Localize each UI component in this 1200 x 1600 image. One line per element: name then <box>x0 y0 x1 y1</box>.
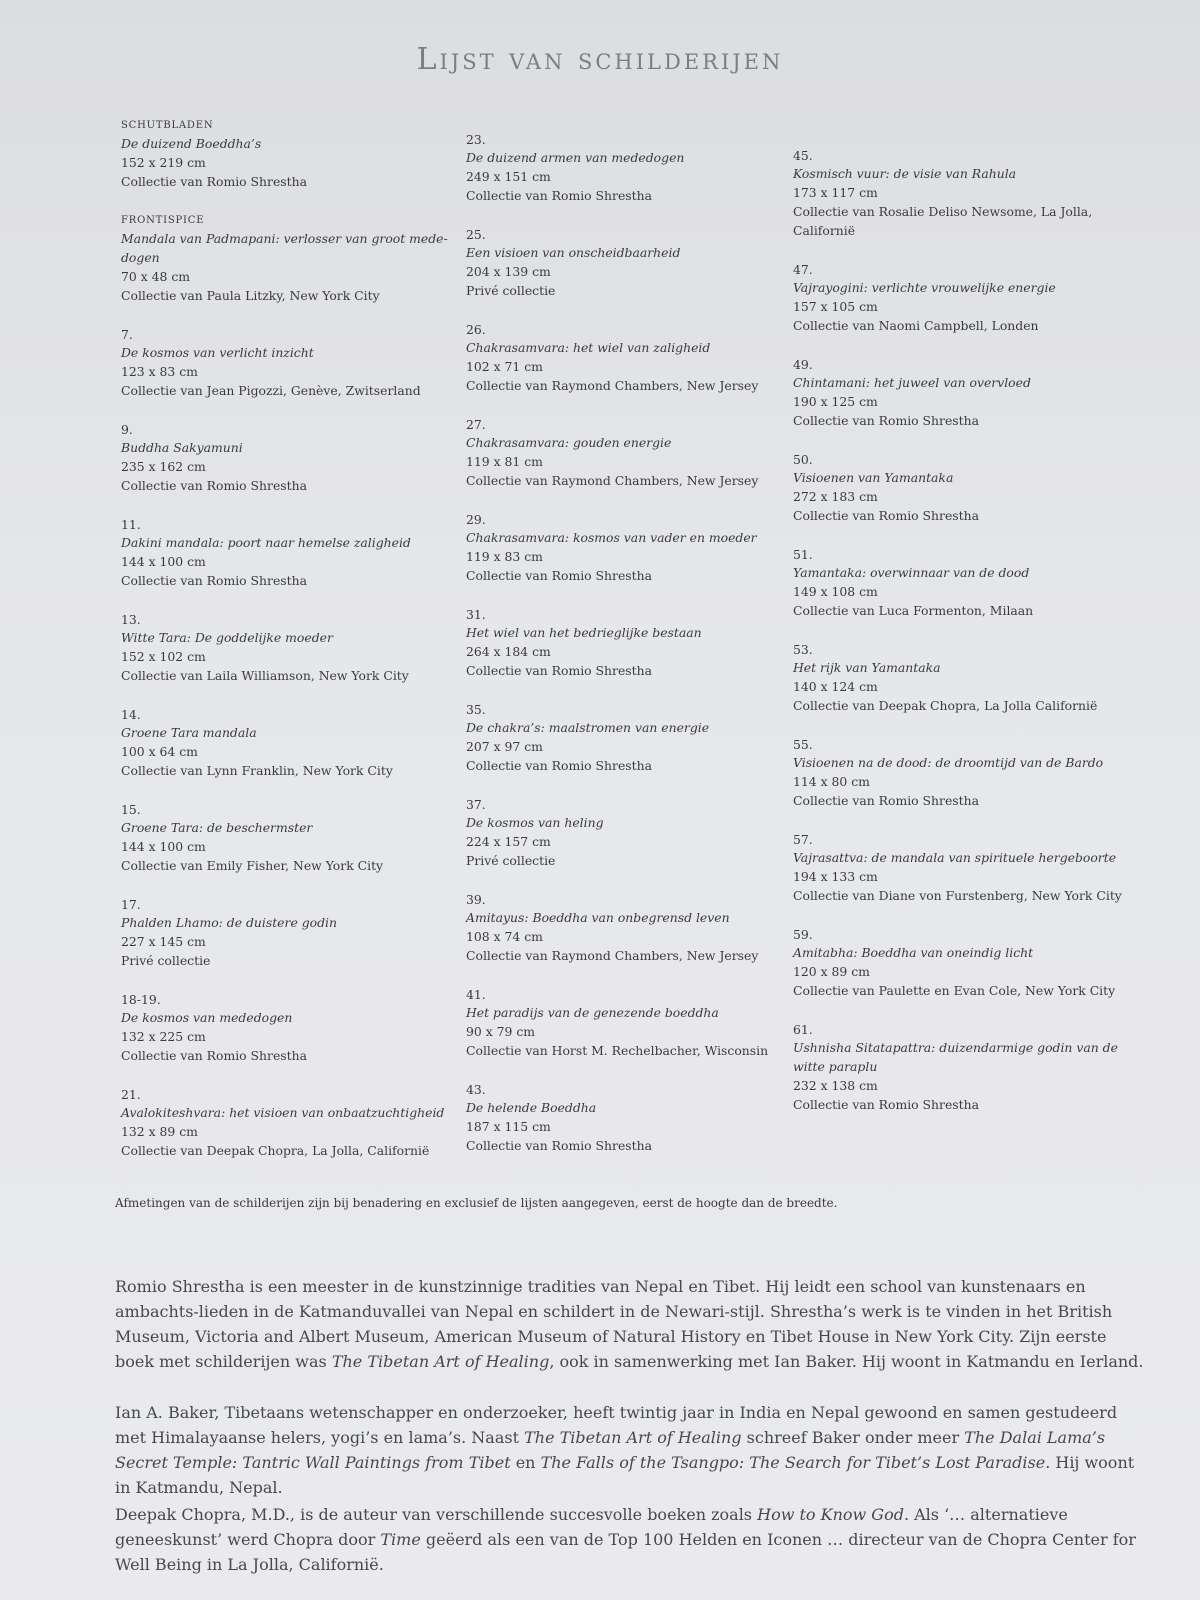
bio-text: Deepak Chopra, M.D., is de auteur van verschillende succesvolle boeken zoals <box>115 1505 758 1524</box>
painting-entry <box>793 737 1123 810</box>
bio-deepak-chopra <box>115 1502 1145 1577</box>
entry-dimensions: 204 x 139 cm <box>466 264 551 279</box>
entry-dimensions: 119 x 83 cm <box>466 549 543 564</box>
entry-collection: Collectie van Romio Shrestha <box>466 188 652 203</box>
entry-collection: Collectie van Naomi Campbell, Londen <box>793 318 1039 333</box>
entry-page-number: 21. <box>121 1087 141 1102</box>
entry-title: Het rijk van Yamantaka <box>793 660 941 675</box>
painting-entry <box>466 607 796 680</box>
entry-dimensions: 187 x 115 cm <box>466 1119 551 1134</box>
entry-dimensions: 132 x 89 cm <box>121 1124 198 1139</box>
bio-text: , ook in samenwerking met Ian Baker. Hij woont in Katmandu en Ierland. <box>549 1352 1144 1371</box>
bio-romio-shrestha <box>115 1274 1145 1374</box>
entry-collection: Collectie van Romio Shrestha <box>793 1097 979 1112</box>
entry-title: Phalden Lhamo: de duistere godin <box>121 915 337 930</box>
entry-page-number: 49. <box>793 357 813 372</box>
entry-dimensions: 224 x 157 cm <box>466 834 551 849</box>
entry-page-number: 53. <box>793 642 813 657</box>
entry-title: Vajrasattva: de mandala van spirituele hergeboorte <box>793 850 1117 865</box>
painting-entry <box>121 707 451 780</box>
painting-entry <box>466 132 796 205</box>
entry-title: De kosmos van mededogen <box>121 1010 293 1025</box>
entry-dimensions: 235 x 162 cm <box>121 459 206 474</box>
entry-collection: Collectie van Raymond Chambers, New Jersey <box>466 473 759 488</box>
entry-page-number: 29. <box>466 512 486 527</box>
painting-entry <box>121 897 451 970</box>
entry-dimensions: 123 x 83 cm <box>121 364 198 379</box>
entry-title: Amitayus: Boeddha van onbegrensd leven <box>466 910 730 925</box>
book-title: The Tibetan Art of Healing <box>331 1352 550 1371</box>
entry-page-number: 17. <box>121 897 141 912</box>
entry-title: Kosmisch vuur: de visie van Rahula <box>793 166 1017 181</box>
dimensions-note: Afmetingen van de schilderijen zijn bij benadering en exclusief de lijsten aangegeven, eerst de hoogte dan de breedte. <box>115 1196 838 1210</box>
entry-dimensions: 100 x 64 cm <box>121 744 198 759</box>
painting-entry <box>793 262 1123 335</box>
painting-entry <box>121 802 451 875</box>
bio-text: . Als ‘… alternatieve geneeskunst’ werd Chopra door <box>115 1505 1068 1549</box>
entry-page-number: 50. <box>793 452 813 467</box>
entry-dimensions: 264 x 184 cm <box>466 644 551 659</box>
entry-title: Groene Tara: de beschermster <box>121 820 313 835</box>
list-column-3 <box>793 148 1123 1136</box>
entry-page-number: 27. <box>466 417 486 432</box>
entry-page-number: 11. <box>121 517 141 532</box>
entry-collection: Collectie van Paulette en Evan Cole, New York City <box>793 983 1116 998</box>
entry-title: Visioenen van Yamantaka <box>793 470 954 485</box>
book-title: The Dalai Lama’s Secret Temple: Tantric Wall Paintings from Tibet <box>115 1428 1106 1472</box>
entry-title: Witte Tara: De goddelijke moeder <box>121 630 333 645</box>
painting-entry <box>466 322 796 395</box>
painting-entry <box>793 148 1123 240</box>
painting-entry <box>793 1022 1123 1114</box>
entry-title: Dakini mandala: poort naar hemelse zaligheid <box>121 535 411 550</box>
entry-title: Visioenen na de dood: de droomtijd van de Bardo <box>793 755 1104 770</box>
painting-entry <box>121 422 451 495</box>
entry-collection: Collectie van Laila Williamson, New York City <box>121 668 409 683</box>
entry-collection: Collectie van Romio Shrestha <box>121 478 307 493</box>
painting-entry <box>121 1087 451 1160</box>
entry-dimensions: 227 x 145 cm <box>121 934 206 949</box>
entry-page-number: 35. <box>466 702 486 717</box>
entry-title: De kosmos van heling <box>466 815 604 830</box>
entry-title: Mandala van Padmapani: verlosser van groot mede-dogen <box>121 231 448 265</box>
page-title: Lijst van schilderijen <box>416 42 784 77</box>
entry-dimensions: 152 x 219 cm <box>121 155 206 170</box>
painting-entry <box>121 213 451 305</box>
entry-collection: Collectie van Raymond Chambers, New Jersey <box>466 948 759 963</box>
entry-page-number: 18-19. <box>121 992 161 1007</box>
entry-collection: Collectie van Deepak Chopra, La Jolla, Californië <box>121 1143 430 1158</box>
entry-dimensions: 249 x 151 cm <box>466 169 551 184</box>
entry-dimensions: 120 x 89 cm <box>793 964 870 979</box>
entry-dimensions: 108 x 74 cm <box>466 929 543 944</box>
entry-title: Chintamani: het juweel van overvloed <box>793 375 1031 390</box>
entry-dimensions: 114 x 80 cm <box>793 774 870 789</box>
entry-page-number: 55. <box>793 737 813 752</box>
painting-entry <box>793 642 1123 715</box>
book-title: How to Know God <box>757 1505 904 1524</box>
entry-page-number: 7. <box>121 327 133 342</box>
entry-title: Avalokiteshvara: het visioen van onbaatzuchtigheid <box>121 1105 445 1120</box>
painting-entry <box>793 452 1123 525</box>
entry-page-number: 23. <box>466 132 486 147</box>
list-column-2 <box>466 132 796 1177</box>
entry-dimensions: 144 x 100 cm <box>121 554 206 569</box>
painting-entry <box>466 797 796 870</box>
entry-collection: Collectie van Rosalie Deliso Newsome, La Jolla, Californië <box>793 204 1093 238</box>
entry-page-number: 51. <box>793 547 813 562</box>
entry-dimensions: 173 x 117 cm <box>793 185 878 200</box>
entry-collection: Collectie van Romio Shrestha <box>466 663 652 678</box>
entry-dimensions: 70 x 48 cm <box>121 269 191 284</box>
entry-page-number: 61. <box>793 1022 813 1037</box>
bio-ian-baker <box>115 1400 1145 1500</box>
entry-collection: Privé collectie <box>121 953 211 968</box>
entry-collection: Privé collectie <box>466 283 556 298</box>
entry-page-number: 15. <box>121 802 141 817</box>
bio-text: Ian A. Baker, Tibetaans wetenschapper en onderzoeker, heeft twintig jaar in India en Nepal gewoond en samen gestudeerd met Himalayaanse helers, yogi’s en lama’s. Naast <box>115 1403 1118 1447</box>
painting-entry <box>121 327 451 400</box>
entry-title: Buddha Sakyamuni <box>121 440 243 455</box>
entry-collection: Collectie van Paula Litzky, New York City <box>121 288 380 303</box>
entry-collection: Collectie van Romio Shrestha <box>121 174 307 189</box>
entry-title: De chakra’s: maalstromen van energie <box>466 720 710 735</box>
painting-entry <box>793 832 1123 905</box>
entry-collection: Collectie van Romio Shrestha <box>793 793 979 808</box>
entry-dimensions: 190 x 125 cm <box>793 394 878 409</box>
painting-entry <box>466 892 796 965</box>
entry-title: Een visioen van onscheidbaarheid <box>466 245 681 260</box>
entry-title: Chakrasamvara: het wiel van zaligheid <box>466 340 711 355</box>
entry-dimensions: 119 x 81 cm <box>466 454 543 469</box>
entry-collection: Collectie van Raymond Chambers, New Jersey <box>466 378 759 393</box>
painting-entry <box>793 357 1123 430</box>
entry-page-number: 25. <box>466 227 486 242</box>
entry-title: Het paradijs van de genezende boeddha <box>466 1005 719 1020</box>
entry-page-number: 37. <box>466 797 486 812</box>
entry-page-number: 45. <box>793 148 813 163</box>
painting-entry <box>466 417 796 490</box>
entry-section-label: FRONTISPICE <box>121 215 205 226</box>
bio-text: en <box>510 1453 541 1472</box>
entry-title: Groene Tara mandala <box>121 725 257 740</box>
entry-title: Het wiel van het bedrieglijke bestaan <box>466 625 702 640</box>
entry-collection: Collectie van Romio Shrestha <box>466 1138 652 1153</box>
entry-title: Amitabha: Boeddha van oneindig licht <box>793 945 1034 960</box>
painting-entry <box>121 992 451 1065</box>
entry-page-number: 14. <box>121 707 141 722</box>
entry-collection: Collectie van Diane von Furstenberg, New York City <box>793 888 1122 903</box>
painting-entry <box>466 512 796 585</box>
book-title: The Falls of the Tsangpo: The Search for Tibet’s Lost Paradise <box>540 1453 1046 1472</box>
entry-page-number: 31. <box>466 607 486 622</box>
entry-title: De duizend armen van mededogen <box>466 150 685 165</box>
entry-collection: Collectie van Romio Shrestha <box>121 1048 307 1063</box>
entry-page-number: 47. <box>793 262 813 277</box>
entry-dimensions: 140 x 124 cm <box>793 679 878 694</box>
entry-collection: Collectie van Deepak Chopra, La Jolla Californië <box>793 698 1098 713</box>
entry-collection: Collectie van Romio Shrestha <box>793 508 979 523</box>
entry-collection: Collectie van Lynn Franklin, New York City <box>121 763 393 778</box>
book-title: Time <box>380 1530 421 1549</box>
bio-text: schreef Baker onder meer <box>741 1428 965 1447</box>
entry-collection: Collectie van Jean Pigozzi, Genève, Zwitserland <box>121 383 421 398</box>
entry-dimensions: 149 x 108 cm <box>793 584 878 599</box>
entry-collection: Collectie van Emily Fisher, New York City <box>121 858 384 873</box>
entry-dimensions: 144 x 100 cm <box>121 839 206 854</box>
entry-title: Ushnisha Sitatapattra: duizendarmige godin van de witte paraplu <box>793 1040 1118 1074</box>
entry-dimensions: 157 x 105 cm <box>793 299 878 314</box>
entry-collection: Collectie van Luca Formenton, Milaan <box>793 603 1034 618</box>
entry-dimensions: 102 x 71 cm <box>466 359 543 374</box>
painting-entry <box>793 927 1123 1000</box>
painting-entry <box>793 547 1123 620</box>
book-title: The Tibetan Art of Healing <box>524 1428 742 1447</box>
painting-entry <box>466 227 796 300</box>
bio-text: . Hij woont in Katmandu, Nepal. <box>115 1453 1135 1497</box>
entry-title: Chakrasamvara: gouden energie <box>466 435 672 450</box>
painting-entry <box>466 702 796 775</box>
painting-entry <box>466 1082 796 1155</box>
entry-collection: Collectie van Romio Shrestha <box>466 568 652 583</box>
entry-dimensions: 152 x 102 cm <box>121 649 206 664</box>
entry-dimensions: 232 x 138 cm <box>793 1078 878 1093</box>
entry-dimensions: 90 x 79 cm <box>466 1024 536 1039</box>
entry-title: De helende Boeddha <box>466 1100 597 1115</box>
painting-entry <box>121 517 451 590</box>
entry-page-number: 39. <box>466 892 486 907</box>
entry-section-label: SCHUTBLADEN <box>121 120 214 131</box>
entry-title: De kosmos van verlicht inzicht <box>121 345 314 360</box>
entry-page-number: 43. <box>466 1082 486 1097</box>
entry-title: De duizend Boeddha’s <box>121 136 262 151</box>
entry-collection: Collectie van Horst M. Rechelbacher, Wisconsin <box>466 1043 769 1058</box>
entry-collection: Collectie van Romio Shrestha <box>793 413 979 428</box>
entry-collection: Privé collectie <box>466 853 556 868</box>
painting-entry <box>121 118 451 191</box>
entry-page-number: 9. <box>121 422 133 437</box>
entry-page-number: 59. <box>793 927 813 942</box>
entry-page-number: 26. <box>466 322 486 337</box>
painting-entry <box>466 987 796 1060</box>
entry-dimensions: 207 x 97 cm <box>466 739 543 754</box>
entry-dimensions: 272 x 183 cm <box>793 489 878 504</box>
entry-page-number: 13. <box>121 612 141 627</box>
entry-title: Yamantaka: overwinnaar van de dood <box>793 565 1030 580</box>
entry-page-number: 41. <box>466 987 486 1002</box>
entry-collection: Collectie van Romio Shrestha <box>121 573 307 588</box>
painting-entry <box>121 612 451 685</box>
bio-text: Romio Shrestha is een meester in de kunstzinnige tradities van Nepal en Tibet. Hij leidt een school van kunstenaars en ambachts-lieden in de Katmanduvallei van Nepal en schildert in de Newari-stijl. Shrestha’s werk is te vinden in het British Museum, Victoria and Albert Museum, American Museum of Natural History en Tibet House in New York City. Zijn eerste boek met schilderijen was <box>115 1277 1113 1371</box>
entry-page-number: 57. <box>793 832 813 847</box>
entry-collection: Collectie van Romio Shrestha <box>466 758 652 773</box>
list-column-1 <box>121 118 451 1182</box>
entry-dimensions: 132 x 225 cm <box>121 1029 206 1044</box>
entry-title: Chakrasamvara: kosmos van vader en moeder <box>466 530 757 545</box>
entry-title: Vajrayogini: verlichte vrouwelijke energie <box>793 280 1056 295</box>
entry-dimensions: 194 x 133 cm <box>793 869 878 884</box>
bio-text: geëerd als een van de Top 100 Helden en Iconen … directeur van de Chopra Center for Well Being in La Jolla, Californië. <box>115 1530 1136 1574</box>
